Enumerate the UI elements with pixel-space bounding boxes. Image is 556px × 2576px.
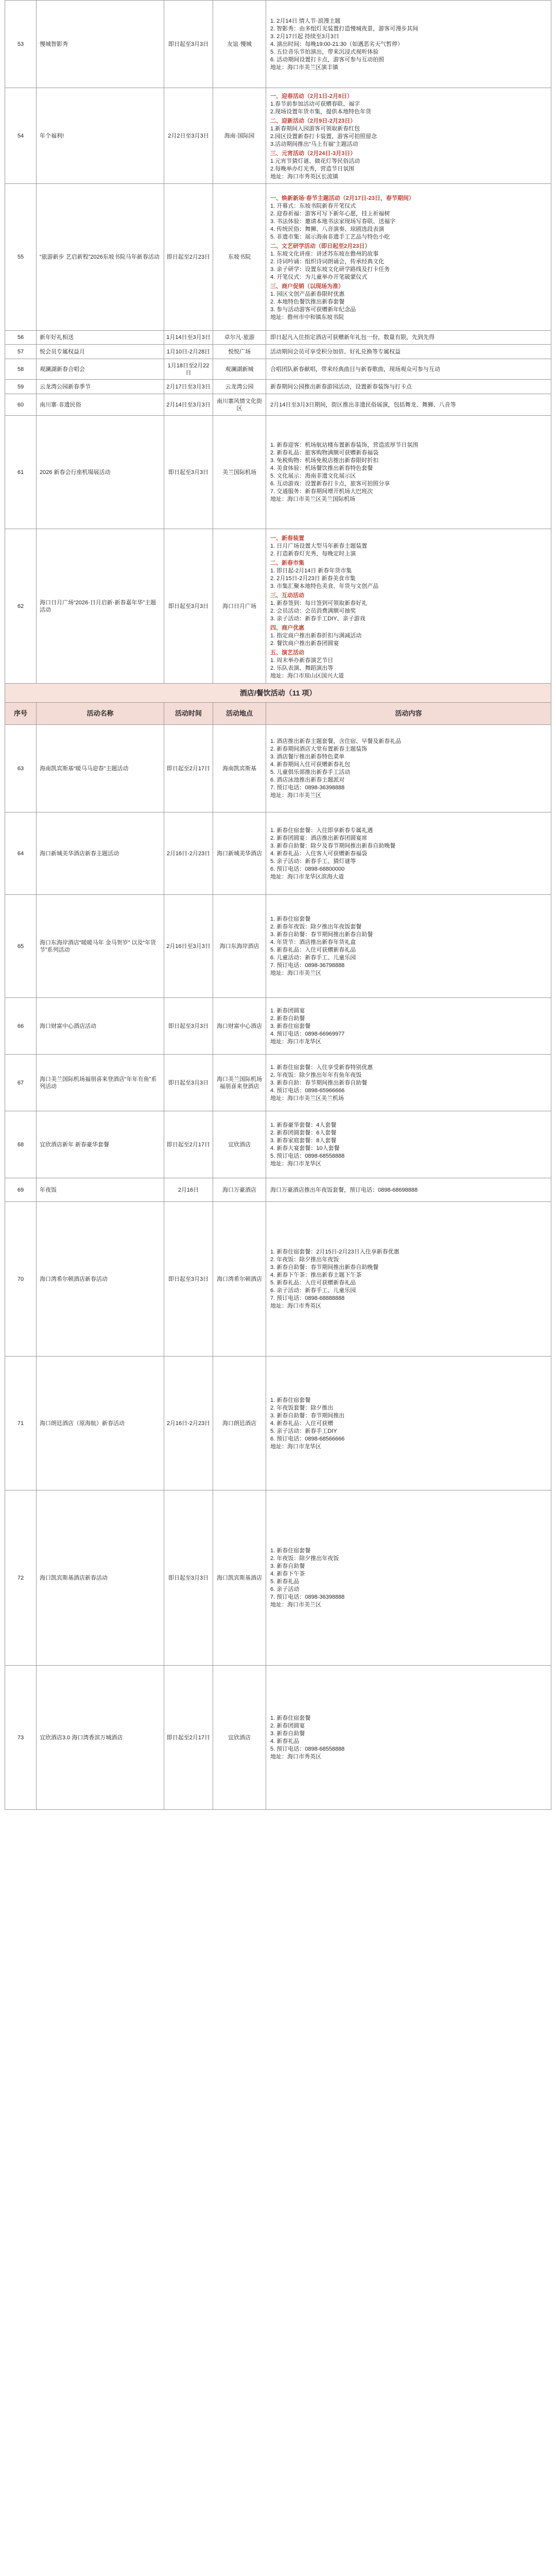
content-line: 3. 书法体验：邀请本地书法家现场写春联、送福字 [270, 218, 396, 225]
content-line: 2. 诗词吟诵：组织诗词朗诵会，传承经典文化 [270, 259, 385, 265]
content-line: 地址：海口市美兰区美兰国际机场 [270, 496, 355, 502]
content-line: 地址：海口市秀英区长流镇 [270, 174, 338, 180]
content-line: 1. 新春住宿套餐 [270, 1548, 311, 1554]
row-name: 海口东海岸酒店“暖暖马年 金马贺岁” 以及“年货节”系列活动 [37, 895, 164, 998]
content-line: 3. 免税购物：机场免税店推出新春限时折扣 [270, 457, 379, 464]
row-time: 2月2日至3月3日 [164, 88, 213, 184]
table-row [5, 380, 551, 394]
row-number: 73 [5, 1666, 37, 1810]
content-line: 1. 2月14日 情人节·浪漫主题 [270, 18, 341, 24]
content-line: 2. 年夜饭套餐：除夕推出 [270, 1404, 334, 1411]
content-line: 活动期间会员可享受积分加倍、好礼兑换等专属权益 [270, 348, 401, 355]
content-line: 地址：海口市琼山区国兴大道 [270, 672, 344, 679]
content-line: 1. 新春住宿套餐：入住即享新春专属礼遇 [270, 827, 373, 834]
row-content [266, 1178, 551, 1202]
table-row [5, 184, 551, 331]
row-number: 57 [5, 345, 37, 359]
row-name: 年个福利! [37, 88, 164, 184]
row-content [266, 998, 551, 1055]
row-name: 宜欣酒店新年 新春豪华套餐 [37, 1111, 164, 1178]
row-place: 海口美兰国际机场福朋喜来登酒店 [213, 1055, 266, 1111]
row-number: 54 [5, 88, 37, 184]
content-line: 一、迎春活动（2月1日-2月8日） [270, 93, 353, 99]
table-row [5, 529, 551, 684]
row-number: 56 [5, 331, 37, 345]
content-line: 3. 新春自助餐：除夕及春节期间推出新春自助晚餐 [270, 842, 396, 849]
row-content [266, 331, 551, 345]
row-content [266, 1357, 551, 1490]
row-place: 南川寨风情文化街区 [213, 394, 266, 416]
row-number: 69 [5, 1178, 37, 1202]
row-place: 海口东海岸酒店 [213, 895, 266, 998]
table-row [5, 1178, 551, 1202]
content-line: 4. 预订电话：0898-65966666 [270, 1087, 345, 1094]
row-content [266, 529, 551, 684]
content-line: 四、商户优惠 [270, 624, 304, 631]
content-line: 4. 新春期间入住可获赠新春礼包 [270, 761, 351, 768]
content-line: 4. 新春礼品：入住可获赠 [270, 1420, 334, 1427]
header-no: 序号 [5, 703, 37, 725]
row-number: 72 [5, 1490, 37, 1666]
row-name: 海口日月广场“2026·日月启新·新春嘉年华”主题活动 [37, 529, 164, 684]
content-line: 3. 酒店餐厅推出新春特色菜单 [270, 754, 345, 760]
row-place: 海口朗廷酒店 [213, 1357, 266, 1490]
content-line: 5. 文化展示：海南非遗文化展示区 [270, 473, 356, 479]
row-name: 海口朗廷酒店（原海航）新春活动 [37, 1357, 164, 1490]
row-number: 53 [5, 1, 37, 88]
row-number: 58 [5, 359, 37, 380]
content-line: 2. 新春团圆套餐：6人套餐 [270, 1130, 337, 1136]
content-line: 7. 交通服务：新春期间增开机场大巴班次 [270, 488, 373, 495]
row-place: 宜欣酒店 [213, 1666, 266, 1810]
content-line: 5. 亲子活动：新春手工、猜灯谜等 [270, 858, 356, 865]
row-time: 即日起至3月3日 [164, 416, 213, 529]
content-line: 1. 东坡文化讲座：讲述苏东坡在儋州的故事 [270, 251, 379, 257]
content-line: 6. 酒店泳池推出新春主题派对 [270, 777, 345, 783]
content-line: 2. 新春团圆宴：酒店推出新春团圆宴席 [270, 835, 368, 841]
content-line: 1.元宵节猜灯谜、做花灯等民俗活动 [270, 158, 360, 164]
row-time: 2月16日 [164, 1178, 213, 1202]
content-line: 地址：海口市美兰区 [270, 1602, 321, 1608]
row-content [266, 345, 551, 359]
content-line: 2. 新春期间酒店大堂布置新春主题装饰 [270, 746, 368, 752]
row-place: 友谊·慢城 [213, 1, 266, 88]
row-time: 即日起至3月3日 [164, 998, 213, 1055]
row-name: 年夜饭 [37, 1178, 164, 1202]
content-line: 4. 演出时间：每晚19:00-21:30（如遇恶劣天气暂停） [270, 41, 403, 47]
table-body-attractions [5, 1, 551, 684]
table-row [5, 998, 551, 1055]
content-line: 地址：海口市龙华区滨海大道 [270, 873, 344, 880]
content-line: 1. 新春豪华套餐：4人套餐 [270, 1122, 337, 1128]
content-line: 2. 2月15日-2月23日 新春美食市集 [270, 575, 356, 582]
header-name: 活动名称 [37, 703, 164, 725]
table-row [5, 394, 551, 416]
content-line: 2.现场设置年货市集，提供本地特色年货 [270, 109, 372, 115]
content-line: 4. 开笔仪式：为儿童举办开笔破蒙仪式 [270, 274, 368, 280]
content-line: 1.春节前参加活动可获赠春联、福字 [270, 101, 360, 107]
row-content [266, 359, 551, 380]
content-line: 3. 新春家庭套餐：8人套餐 [270, 1138, 337, 1144]
content-line: 2. 新春团圆宴 [270, 1723, 305, 1729]
row-time: 2月17日至3月3日 [164, 380, 213, 394]
content-line: 3. 亲子活动：新春手工DIY、亲子游戏 [270, 615, 366, 622]
content-line: 1.新春期间入园游客可领取新春红包 [270, 126, 360, 132]
row-number: 66 [5, 998, 37, 1055]
row-time: 即日起至3月3日 [164, 1202, 213, 1357]
row-place: 海口新城美华酒店 [213, 812, 266, 895]
content-line: 地址：海口市龙华区 [270, 1443, 321, 1450]
content-line: 2. 打造新春灯光秀，每晚定时上演 [270, 550, 356, 557]
content-line: 4. 新春下午茶 [270, 1571, 305, 1577]
table-row [5, 359, 551, 380]
table-row [5, 895, 551, 998]
row-number: 61 [5, 416, 37, 529]
row-content [266, 394, 551, 416]
table-row [5, 725, 551, 812]
content-line: 3. 2月17日起 持续至3月3日 [270, 33, 339, 40]
row-place: 云龙湾公园 [213, 380, 266, 394]
content-line: 5. 新春礼品 [270, 1579, 300, 1585]
row-time: 即日起至2月17日 [164, 725, 213, 812]
content-line: 3. 参与活动游客可获赠新年纪念品 [270, 307, 356, 313]
section-title: 酒店/餐饮活动（11 项） [5, 684, 551, 703]
row-name: 悦会员专属权益月 [37, 345, 164, 359]
content-line: 2. 迎春祈福：游客可写下新年心愿，挂上祈福树 [270, 211, 390, 217]
row-number: 64 [5, 812, 37, 895]
content-line: 1. 新春签到：每日签到可领取新春好礼 [270, 600, 368, 606]
row-place: 海南·国际园 [213, 88, 266, 184]
row-time: 即日起至3月3日 [164, 529, 213, 684]
content-line: 地址：海口市龙华区 [270, 1161, 321, 1167]
content-line: 2. 餐饮商户推出新春团圆宴 [270, 640, 339, 647]
content-line: 3. 新春自助餐 [270, 1563, 305, 1569]
content-line: 海口万豪酒店推出年夜饭套餐，预订电话：0898-68698888 [270, 1187, 418, 1193]
content-line: 6. 预订电话：0898-68800000 [270, 866, 345, 872]
row-time: 即日起至3月3日 [164, 1, 213, 88]
header-time: 活动时间 [164, 703, 213, 725]
content-line: 6. 儿童活动：新春手工、儿童乐园 [270, 955, 356, 961]
row-place: 宜欣酒店 [213, 1111, 266, 1178]
content-line: 二、文艺研学活动（即日起至2月23日） [270, 243, 371, 249]
table-row [5, 416, 551, 529]
row-name: 云龙湾公园新春季节 [37, 380, 164, 394]
content-line: 5. 非遗市集：展示海南非遗手工艺品与特色小吃 [270, 234, 390, 240]
row-place: 海口财富中心酒店 [213, 998, 266, 1055]
content-line: 5. 亲子活动：新春手工DIY [270, 1428, 337, 1434]
row-content [266, 1111, 551, 1178]
row-number: 60 [5, 394, 37, 416]
content-line: 2.每晚举办灯光秀，营造节日氛围 [270, 166, 355, 172]
content-line: 1. 开幕式：东坡书院新春开笔仪式 [270, 203, 356, 209]
content-line: 地址：海口市美兰区演丰镇 [270, 64, 338, 71]
row-time: 2月16日-2月23日 [164, 1357, 213, 1490]
content-line: 4. 传统民俗：舞狮、八音演奏、琼剧选段表演 [270, 226, 385, 232]
content-line: 5. 新春礼品：入住可获赠新春礼品 [270, 947, 356, 953]
header-content: 活动内容 [266, 703, 551, 725]
row-number: 55 [5, 184, 37, 331]
row-name: 2026 新春会行座机場展活动 [37, 416, 164, 529]
content-line: 2. 会员活动：会员消费满额可抽奖 [270, 607, 356, 614]
row-number: 65 [5, 895, 37, 998]
content-line: 1. 即日起-2月14日 新春年货市集 [270, 567, 352, 574]
table-section [5, 684, 551, 725]
content-line: 3. 新春自助餐：春节期间推出新春自助晚餐 [270, 1264, 379, 1270]
row-name: 海口财富中心酒店活动 [37, 998, 164, 1055]
content-line: 3. 亲子研学：设置东坡文化研学路线及打卡任务 [270, 266, 390, 273]
content-line: 4. 美食体验：机场餐饮推出新春特色套餐 [270, 465, 373, 471]
content-line: 3. 新春住宿套餐 [270, 1023, 311, 1029]
row-name: 海南凯宾斯基“暖马马迎春”主题活动 [37, 725, 164, 812]
content-line: 4. 新春礼品 [270, 1738, 300, 1744]
content-line: 5. 五位音乐节拍演出，带来沉浸式视听体验 [270, 48, 379, 55]
content-line: 4. 新春礼品：入住客人可获赠新春福袋 [270, 850, 368, 857]
content-line: 2. 新春自助餐 [270, 1015, 305, 1022]
row-time: 即日起至3月3日 [164, 1490, 213, 1666]
content-line: 1. 新春住宿套餐 [270, 1715, 311, 1721]
row-time: 1月10日-2月28日 [164, 345, 213, 359]
content-line: 3. 市集汇聚本地特色美食、年货与文创产品 [270, 583, 379, 589]
content-line: 5. 新春礼品：入住可获赠新春礼品 [270, 1280, 356, 1286]
content-line: 二、迎新活动（2月9日-2月23日） [270, 118, 356, 124]
row-content [266, 1490, 551, 1666]
content-line: 地址：儋州市中和镇东坡书院 [270, 314, 344, 320]
content-line: 三、元宵活动（2月24日-3月3日） [270, 150, 356, 157]
row-place: 海南凯宾斯基 [213, 725, 266, 812]
row-name: “旅游新步 艺启新程”2026东坡书院马年新春活动 [37, 184, 164, 331]
row-time: 即日起至2月17日 [164, 1666, 213, 1810]
content-line: 1. 新春住宿套餐：2月15日-2月23日入住享新春优惠 [270, 1249, 399, 1255]
content-line: 合唱团队新春献唱，带来经典曲目与新春歌曲，现场观众可参与互动 [270, 366, 440, 372]
content-line: 4. 预订电话：0898-66969977 [270, 1030, 345, 1037]
row-time: 1月18日至2月22日 [164, 359, 213, 380]
content-line: 6. 亲子活动 [270, 1586, 300, 1592]
row-time: 2月14日至3月3日 [164, 394, 213, 416]
row-content [266, 88, 551, 184]
content-line: 地址：海口市美兰区 [270, 970, 321, 976]
row-time: 即日起至3月3日 [164, 1055, 213, 1111]
content-line: 2. 新春礼品：旅客购物满额可获赠新春福袋 [270, 450, 379, 456]
content-line: 一、新春装置 [270, 535, 304, 541]
table-row [5, 812, 551, 895]
content-line: 地址：海口市龙华区 [270, 1038, 321, 1045]
content-line: 即日起凡入住指定酒店可获赠新年礼包一份，数量有限，先到先得 [270, 334, 435, 341]
content-line: 3. 新春自助餐：春节期间推出 [270, 1412, 345, 1419]
row-place: 卓尔凡·旅游 [213, 331, 266, 345]
content-line: 3.活动期间推出“马上有福”主题活动 [270, 141, 358, 147]
table-row [5, 88, 551, 184]
content-line: 2. 年夜饭：除夕推出年夜饭 [270, 1555, 339, 1562]
content-line: 4. 年货节：酒店推出新春年货礼盒 [270, 939, 356, 945]
content-line: 1. 新春住宿套餐 [270, 1397, 311, 1403]
content-line: 1. 新春团圆宴 [270, 1007, 305, 1014]
row-number: 59 [5, 380, 37, 394]
row-content [266, 416, 551, 529]
row-number: 71 [5, 1357, 37, 1490]
content-line: 2月14日至3月3日期间，街区推出非遗民俗展演，包括舞龙、舞狮、八音等 [270, 401, 456, 408]
content-line: 2. 新春年夜饭：除夕推出年夜饭套餐 [270, 924, 362, 930]
row-name: 新年好礼相送 [37, 331, 164, 345]
row-place: 海口万豪酒店 [213, 1178, 266, 1202]
row-time: 2月16日-2月23日 [164, 812, 213, 895]
content-line: 1. 周末举办新春演艺节目 [270, 657, 334, 664]
content-line: 1. 日月广场设置大型马年新春主题装置 [270, 543, 368, 549]
content-line: 地址：海口市美兰区 [270, 792, 321, 799]
content-line: 2. 年夜饭：除夕推出年夜饭 [270, 1257, 339, 1263]
content-line: 2.园区设置新春打卡装置，游客可拍照留念 [270, 133, 377, 140]
content-line: 1. 园区文创产品新春限时优惠 [270, 291, 345, 297]
header-place: 活动地点 [213, 703, 266, 725]
content-line: 1. 酒店推出新春主题套餐，含住宿、早餐及新春礼品 [270, 738, 402, 744]
content-line: 5. 儿童俱乐部推出新春手工活动 [270, 769, 351, 775]
row-content [266, 1055, 551, 1111]
row-name: 慢城智影秀 [37, 1, 164, 88]
table-row [5, 331, 551, 345]
content-line: 2. 乐队表演、舞蹈演出等 [270, 665, 334, 671]
row-number: 70 [5, 1202, 37, 1357]
row-time: 即日起至2月17日 [164, 1111, 213, 1178]
content-line: 5. 预订电话：0898-68558888 [270, 1746, 345, 1752]
row-name: 宜欣酒店3.0 海口湾香滨万城酒店 [37, 1666, 164, 1810]
content-line: 4. 新春下午茶：推出新春主题下午茶 [270, 1272, 362, 1278]
content-line: 7. 预订电话：0898-36798888 [270, 962, 345, 969]
row-content [266, 1666, 551, 1810]
content-line: 3. 新春自助餐 [270, 1731, 305, 1737]
row-place: 美兰国际机场 [213, 416, 266, 529]
content-line: 1. 新春住宿套餐 [270, 916, 311, 922]
content-line: 地址：海口市秀英区 [270, 1754, 321, 1760]
row-time: 1月14日至3月3日 [164, 331, 213, 345]
content-line: 2. 本地特色餐饮推出新春套餐 [270, 299, 345, 305]
content-line: 3. 新春自助餐：春节期间推出新春自助餐 [270, 931, 373, 938]
table-body-hotels [5, 725, 551, 1810]
table-row [5, 1357, 551, 1490]
content-line: 新春期间公园推出新春游园活动，设置新春装饰与打卡点 [270, 383, 412, 390]
row-number: 67 [5, 1055, 37, 1111]
content-line: 6. 活动期间设置打卡点，游客可参与互动拍照 [270, 56, 385, 63]
content-line: 二、新春市集 [270, 560, 304, 566]
table-row [5, 1666, 551, 1810]
content-line: 1. 新春迎客：机场航站楼布置新春装饰，营造浓厚节日氛围 [270, 442, 419, 448]
content-line: 三、商户促销（以现场为准） [270, 283, 344, 290]
row-content [266, 1, 551, 88]
table-row [5, 345, 551, 359]
table-row [5, 1, 551, 88]
row-name: 海口湾希尔顿酒店新春活动 [37, 1202, 164, 1357]
row-number: 62 [5, 529, 37, 684]
row-place: 观澜湖新城 [213, 359, 266, 380]
row-number: 63 [5, 725, 37, 812]
event-table-page [5, 0, 551, 1810]
row-place: 悦悦广场 [213, 345, 266, 359]
table-row [5, 1055, 551, 1111]
row-name: 海口新城美华酒店新春主题活动 [37, 812, 164, 895]
row-name: 海口凯宾斯基酒店新春活动 [37, 1490, 164, 1666]
content-line: 1. 指定商户推出新春折扣与满减活动 [270, 632, 362, 639]
content-line: 6. 预订电话：0898-68566666 [270, 1435, 345, 1442]
row-place: 海口湾希尔顿酒店 [213, 1202, 266, 1357]
row-name: 海口美兰国际机场福朋喜来登酒店“年年有鱼”系列活动 [37, 1055, 164, 1111]
row-content [266, 1202, 551, 1357]
row-name: 南川寨·非遗民俗 [37, 394, 164, 416]
content-line: 1. 新春住宿套餐：入住享受新春特别优惠 [270, 1064, 373, 1071]
content-line: 2. 智影秀：由多组灯光装置打造慢城夜景，游客可漫步其间 [270, 25, 419, 32]
row-time: 即日起至2月23日 [164, 184, 213, 331]
table-row [5, 1111, 551, 1178]
row-place: 海口凯宾斯基酒店 [213, 1490, 266, 1666]
row-place: 海口日月广场 [213, 529, 266, 684]
row-content [266, 812, 551, 895]
content-line: 一、焕新新场·春节主题活动（2月17日-23日，春节期间） [270, 195, 414, 201]
row-content [266, 725, 551, 812]
content-line: 7. 预订电话：0898-36398888 [270, 785, 345, 791]
content-line: 地址：海口市美兰区美兰机场 [270, 1095, 344, 1101]
content-line: 5. 预订电话：0898-68558888 [270, 1153, 345, 1159]
content-line: 7. 预订电话：0898-36398888 [270, 1594, 345, 1600]
row-content [266, 184, 551, 331]
table-row [5, 1202, 551, 1357]
content-line: 3. 新春自助：春节期间推出新春自助餐 [270, 1079, 368, 1086]
content-line: 6. 互动游戏：设置新春打卡点，旅客可拍照分享 [270, 481, 390, 487]
content-line: 三、互动活动 [270, 592, 304, 599]
content-line: 6. 亲子活动：新春手工、儿童乐园 [270, 1287, 356, 1294]
row-number: 68 [5, 1111, 37, 1178]
row-time: 2月16日至3月3日 [164, 895, 213, 998]
content-line: 7. 预订电话：0898-68888888 [270, 1295, 345, 1301]
content-line: 2. 年夜饭：除夕推出年年有鱼年夜饭 [270, 1072, 362, 1078]
row-content [266, 380, 551, 394]
row-name: 观澜湖新春合唱会 [37, 359, 164, 380]
content-line: 4. 新春大宴套餐：10人套餐 [270, 1145, 340, 1151]
content-line: 五、演艺活动 [270, 649, 304, 656]
table-row [5, 1490, 551, 1666]
row-place: 东坡书院 [213, 184, 266, 331]
row-content [266, 895, 551, 998]
event-table [5, 0, 551, 1810]
content-line: 地址：海口市秀英区 [270, 1303, 321, 1309]
